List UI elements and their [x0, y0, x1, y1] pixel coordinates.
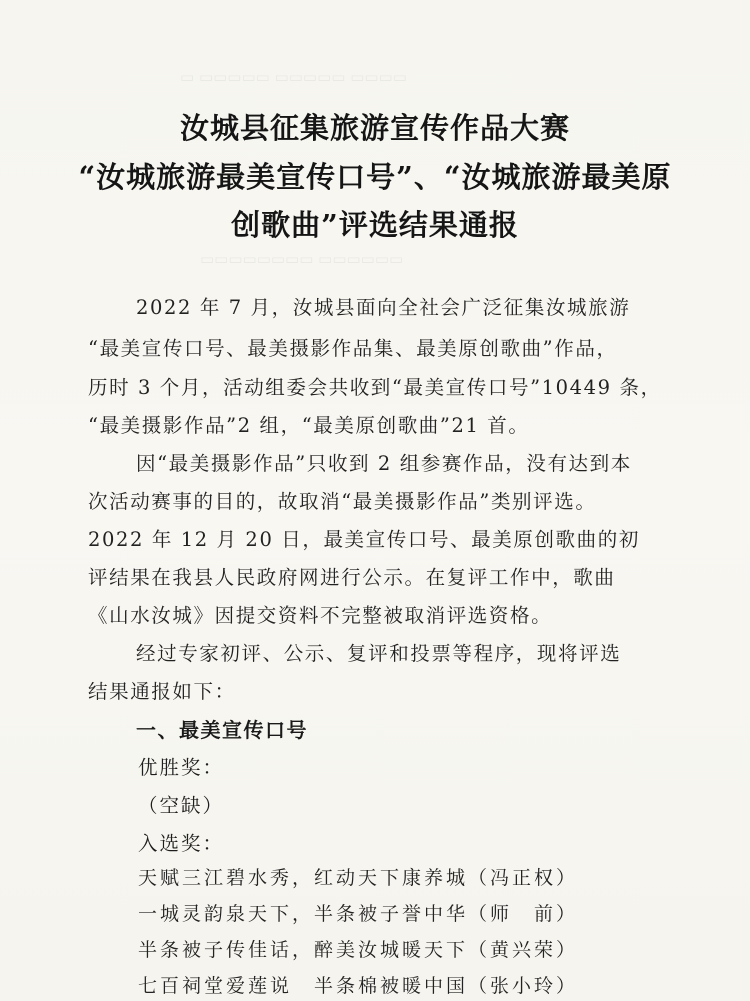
document-title-line-2: “汝城旅游最美宣传口号”、“汝城旅游最美原 [78, 160, 672, 194]
paragraph-1-line-1: 2022 年 7 月，汝城县面向全社会广泛征集汝城旅游 [136, 296, 631, 319]
slogan-entry: 七百祠堂爱莲说 半条棉被暖中国（张小玲） [138, 975, 579, 997]
slogan-entry: 一城灵韵泉天下，半条被子誉中华（师 前） [138, 903, 579, 925]
paragraph-2-line-3: 2022 年 12 月 20 日，最美宣传口号、最美原创歌曲的初 [88, 528, 640, 551]
slogan-entry: 天赋三江碧水秀，红动天下康养城（冯正权） [138, 867, 579, 889]
document-title-line-1: 汝城县征集旅游宣传作品大赛 [179, 111, 570, 145]
paragraph-2-line-5: 《山水汝城》因提交资料不完整被取消评选资格。 [88, 604, 553, 627]
slogan-entry: 半条被子传佳话，醉美汝城暖天下（黄兴荣） [138, 939, 579, 961]
bleed-through-mark: ▭▭▭▭▭▭▭▭ ▭▭▭▭▭▭ [200, 250, 404, 268]
award-label-excellence: 优胜奖： [138, 756, 225, 779]
paragraph-2-line-2: 次活动赛事的目的，故取消“最美摄影作品”类别评选。 [88, 490, 597, 513]
document-title-line-3: 创歌曲”评选结果通报 [231, 208, 519, 242]
paragraph-3-line-2: 结果通报如下： [88, 680, 236, 703]
bleed-through-mark: ▭ ▭▭▭▭▭ ▭▭▭▭▭ ▭▭▭▭ [180, 68, 407, 86]
paragraph-2-line-1: 因“最美摄影作品”只收到 2 组参赛作品，没有达到本 [136, 452, 632, 475]
award-value-vacant: （空缺） [138, 794, 225, 817]
paragraph-1-line-3: 历时 3 个月，活动组委会共收到“最美宣传口号”10449 条， [88, 376, 662, 399]
section-heading: 一、最美宣传口号 [136, 718, 308, 742]
paragraph-1-line-2: “最美宣传口号、最美摄影作品集、最美原创歌曲”作品， [88, 337, 618, 360]
paragraph-3-line-1: 经过专家初评、公示、复评和投票等程序，现将评选 [136, 642, 622, 665]
award-label-selected: 入选奖： [138, 832, 225, 855]
paragraph-2-line-4: 评结果在我县人民政府网进行公示。在复评工作中，歌曲 [88, 566, 616, 589]
paragraph-1-line-4: “最美摄影作品”2 组，“最美原创歌曲”21 首。 [88, 414, 530, 437]
